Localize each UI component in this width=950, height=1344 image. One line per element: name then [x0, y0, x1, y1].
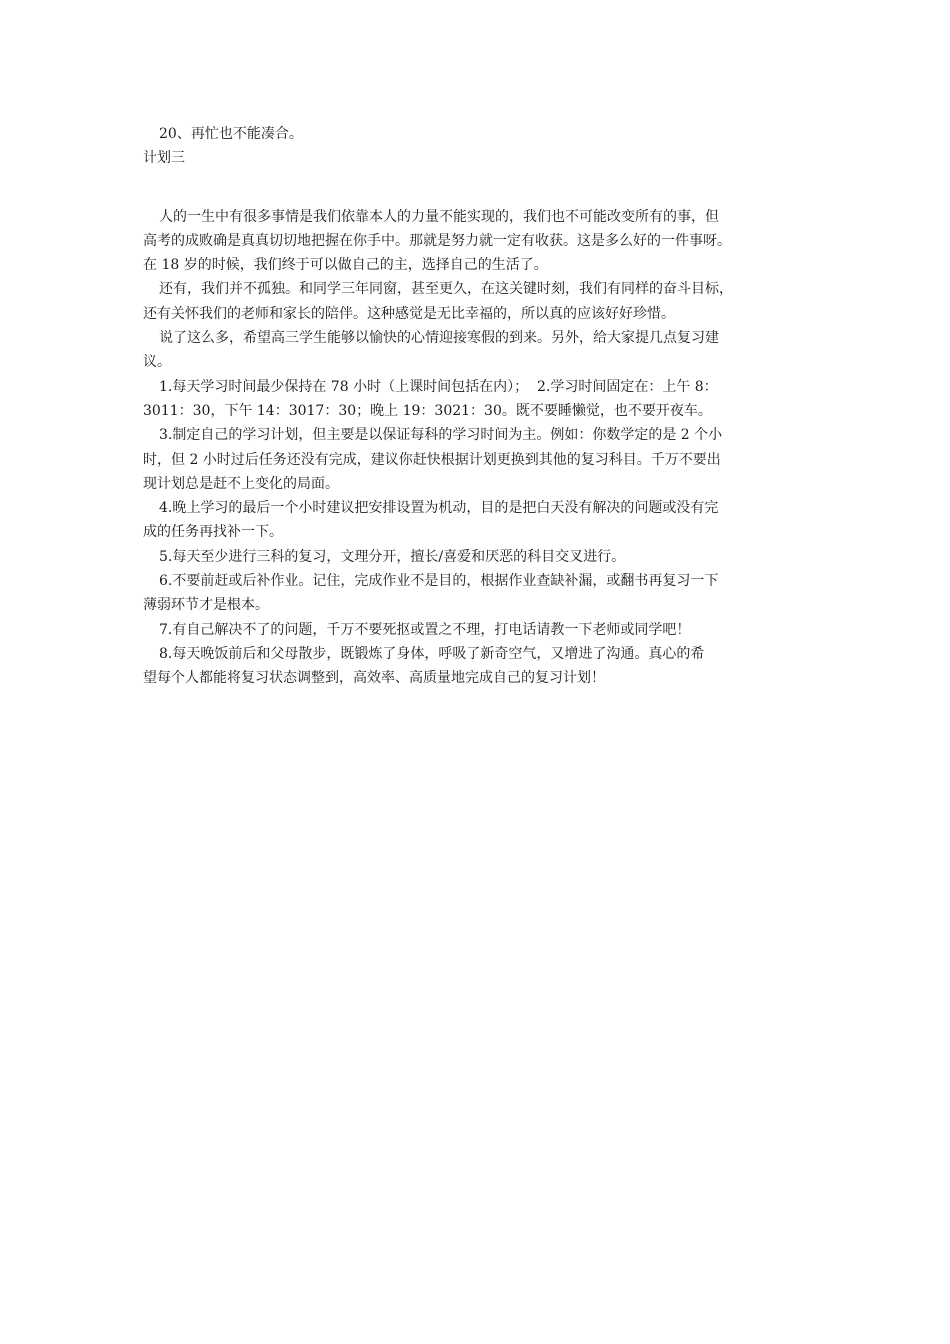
- suggestion-6: [143, 569, 811, 618]
- text-line: 人的一生中有很多事情是我们依靠本人的力量不能实现的，我们也不可能改变所有的事，但: [159, 208, 719, 225]
- text-line: 5.每天至少进行三科的复习，文理分开，擅长/喜爱和厌恶的科目交叉进行。: [159, 548, 626, 565]
- suggestion-7: [143, 618, 811, 642]
- text-line: 成的任务再找补一下。: [143, 524, 283, 541]
- spacer: [143, 171, 811, 205]
- text-line: 薄弱环节才是根本。: [143, 597, 269, 614]
- suggestion-4: [143, 496, 811, 545]
- text-line: 3.制定自己的学习计划，但主要是以保证每科的学习时间为主。例如：你数学定的是 2 个小: [159, 427, 723, 444]
- text-line: 还有，我们并不孤独。和同学三年同窗，甚至更久，在这关键时刻，我们有同样的奋斗目标，: [159, 281, 733, 298]
- suggestion-5: [143, 545, 811, 569]
- text-line: 还有关怀我们的老师和家长的陪伴。这种感觉是无比幸福的，所以真的应该好好珍惜。: [143, 305, 675, 322]
- text-line: 望每个人都能将复习状态调整到，高效率、高质量地完成自己的复习计划！: [143, 670, 605, 687]
- list-item-20: 20、再忙也不能凑合。: [159, 126, 303, 142]
- text-line: 高考的成败确是真真切切地把握在你手中。那就是努力就一定有收获。这是多么好的一件事呀。: [143, 232, 731, 249]
- text-line: 8.每天晚饭前后和父母散步，既锻炼了身体，呼吸了新奇空气，又增进了沟通。真心的希: [159, 645, 705, 662]
- section-heading: 计划三: [143, 150, 185, 167]
- text-line: 现计划总是赶不上变化的局面。: [143, 475, 339, 492]
- text-line: 议。: [143, 354, 171, 371]
- document-body: [143, 122, 811, 691]
- text-line: 在 18 岁的时候，我们终于可以做自己的主，选择自己的生活了。: [143, 257, 548, 274]
- text-line: 6.不要前赶或后补作业。记住，完成作业不是目的，根据作业查缺补漏，或翻书再复习一下: [159, 573, 719, 590]
- text-line: 4.晚上学习的最后一个小时建议把安排设置为机动，目的是把白天没有解决的问题或没有完: [159, 500, 719, 517]
- paragraph-intro: [143, 205, 811, 278]
- paragraph-not-alone: [143, 277, 811, 326]
- text-line: 7.有自己解决不了的问题，千万不要死抠或置之不理，打电话请教一下老师或同学吧！: [159, 621, 691, 638]
- text-line: 1.每天学习时间最少保持在 78 小时（上课时间包括在内）； 2.学习时间固定在：上午 8：: [159, 378, 718, 395]
- suggestion-1-2: [143, 375, 811, 424]
- suggestion-8: [143, 642, 811, 691]
- text-line: 3011：30，下午 14：3017：30；晚上 19：3021：30。既不要睡懒觉，也不要开夜车。: [143, 402, 712, 419]
- text-line: 说了这么多，希望高三学生能够以愉快的心情迎接寒假的到来。另外，给大家提几点复习建: [159, 330, 719, 347]
- suggestion-3: [143, 423, 811, 496]
- text-line: 时，但 2 小时过后任务还没有完成，建议你赶快根据计划更换到其他的复习科目。千万不要出: [143, 451, 721, 468]
- paragraph-suggestions-intro: [143, 326, 811, 375]
